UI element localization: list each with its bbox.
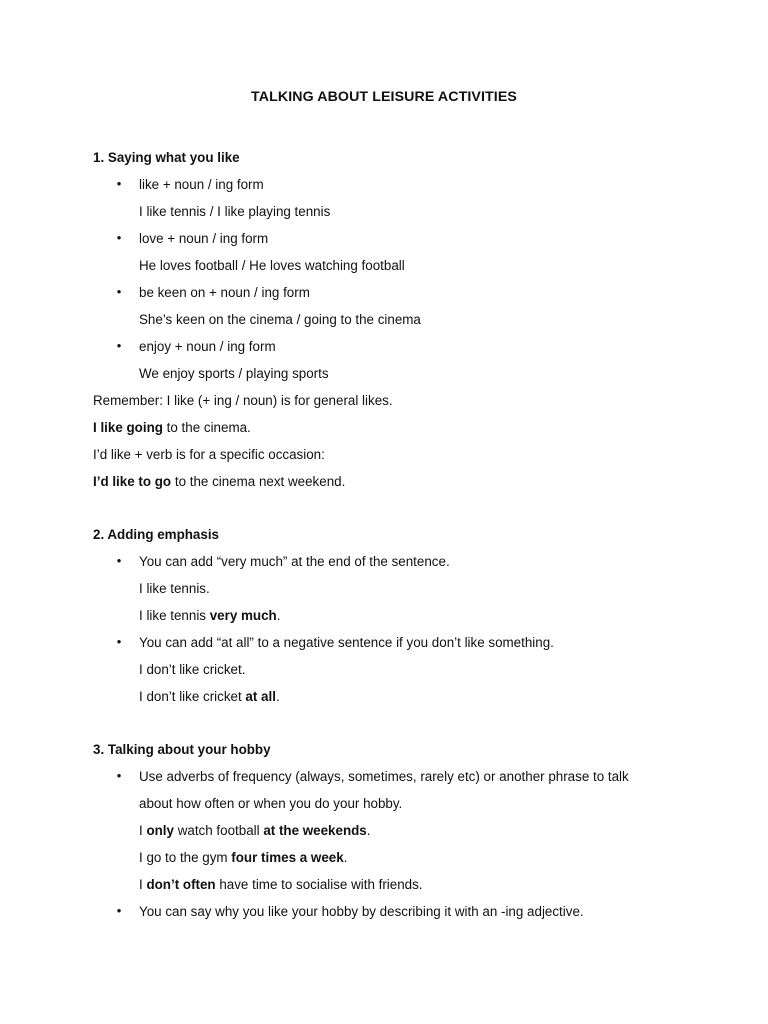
text-run: I don’t like cricket — [139, 689, 246, 704]
bold-phrase: at all — [245, 689, 276, 704]
text-run: I like tennis — [139, 608, 210, 623]
text-run: to the cinema next weekend. — [171, 474, 346, 489]
bold-phrase: four times a week — [231, 850, 344, 865]
bullet-marker: • — [116, 553, 122, 568]
bullet-marker: • — [116, 176, 122, 191]
example-line — [93, 419, 251, 437]
text-run: watch football — [173, 823, 264, 838]
bullet-marker: • — [116, 634, 122, 649]
text-run: to the cinema. — [162, 420, 251, 435]
example-line — [139, 688, 280, 706]
section-heading-1: 1. Saying what you like — [93, 150, 240, 165]
example-line: He loves football / He loves watching football — [139, 258, 405, 273]
example-line: I don’t like cricket. — [139, 662, 246, 677]
bullet-item: Use adverbs of frequency (always, sometimes, rarely etc) or another phrase to talk — [139, 769, 629, 784]
bullet-marker: • — [116, 284, 122, 299]
bullet-item: love + noun / ing form — [139, 231, 269, 246]
example-line: I like tennis / I like playing tennis — [139, 204, 331, 219]
bullet-marker: • — [116, 338, 122, 353]
section-heading-3: 3. Talking about your hobby — [93, 742, 271, 757]
text-run: . — [276, 608, 281, 623]
bullet-item: You can add “very much” at the end of the sentence. — [139, 554, 450, 569]
page-title: TALKING ABOUT LEISURE ACTIVITIES — [251, 89, 517, 105]
bullet-item: You can add “at all” to a negative sentence if you don’t like something. — [139, 635, 554, 650]
bold-phrase: I like going — [93, 420, 163, 435]
section-heading-2: 2. Adding emphasis — [93, 527, 219, 542]
text-run: I — [139, 823, 147, 838]
bold-phrase: at the weekends — [263, 823, 367, 838]
example-line — [93, 473, 345, 491]
specific-note: I’d like + verb is for a specific occasion: — [93, 447, 325, 462]
bullet-marker: • — [116, 230, 122, 245]
example-line: She’s keen on the cinema / going to the cinema — [139, 312, 421, 327]
text-run: . — [366, 823, 371, 838]
text-run: have time to socialise with friends. — [215, 877, 423, 892]
example-line — [139, 607, 280, 625]
text-run: I — [139, 877, 147, 892]
bold-phrase: very much — [209, 608, 277, 623]
text-run: . — [275, 689, 280, 704]
bullet-marker: • — [116, 903, 122, 918]
bold-phrase: only — [146, 823, 174, 838]
bullet-item-continuation: about how often or when you do your hobby. — [139, 796, 403, 811]
remember-note: Remember: I like (+ ing / noun) is for general likes. — [93, 393, 393, 408]
bullet-item: be keen on + noun / ing form — [139, 285, 310, 300]
example-line: I like tennis. — [139, 581, 210, 596]
bullet-item: You can say why you like your hobby by describing it with an -ing adjective. — [139, 904, 584, 919]
example-line — [139, 849, 347, 867]
text-run: I go to the gym — [139, 850, 232, 865]
bold-phrase: don’t often — [146, 877, 216, 892]
example-line: We enjoy sports / playing sports — [139, 366, 329, 381]
text-run: . — [343, 850, 348, 865]
bullet-item: enjoy + noun / ing form — [139, 339, 276, 354]
bold-phrase: I’d like to go — [93, 474, 172, 489]
example-line — [139, 822, 371, 840]
example-line — [139, 876, 423, 894]
bullet-item: like + noun / ing form — [139, 177, 264, 192]
bullet-marker: • — [116, 768, 122, 783]
